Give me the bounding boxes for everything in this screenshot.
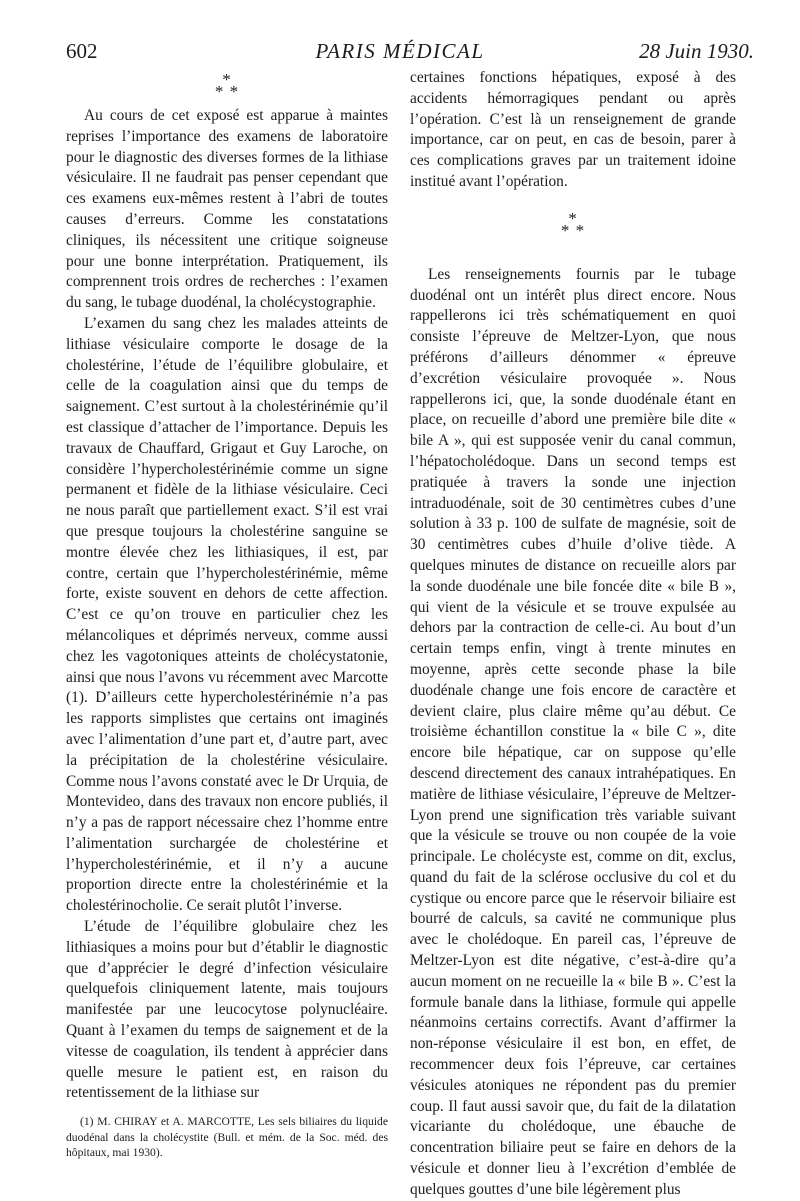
page-number: 602 [66, 39, 98, 63]
paragraph-continuation: certaines fonctions hépatiques, exposé à des accidents hémorragiques pendant ou après l’opération. C’est là un renseignement de grande importance, car on peut, en cas de besoin, parer à ces complications graves par un traitement idoine institué avant l’opération. [410, 69, 736, 190]
paragraph-intro: Au cours de cet exposé est apparue à maintes reprises l’importance des examens de laboratoire pour le diagnostic des diverses formes de la lithiase vésiculaire. Il ne faudrait pas penser cependant que ces examens eux-mêmes restent à l’abri de toutes causes d’erreurs. Comme les constatations cliniques, ils nécessitent une critique soigneuse pour une bonne interprétation. Pratiquement, ils comprennent trois ordres de recherches : l’examen du sang, le tubage duodénal, la cholécystographie. [66, 107, 388, 312]
journal-title: PARIS MÉDICAL [315, 39, 485, 63]
footnote: (1) M. CHIRAY et A. MARCOTTE, Les sels biliaires du liquide duodénal dans la cholécystite (Bull. et mém. de la Soc. méd. des hôpitaux, mai 1930). [66, 1115, 388, 1160]
left-column [66, 68, 388, 1161]
issue-date: 28 Juin 1930. [639, 39, 754, 63]
section-separator [410, 208, 736, 249]
asterism: * * * [560, 208, 586, 240]
paragraph-blood-exam: L’examen du sang chez les malades atteints de lithiase vésiculaire comporte le dosage de la cholestérine, l’étude de l’équilibre globulaire, et celle de la coagulation ainsi que du temps de saignement. C’est surtout à la cholestérinémie qu’il est classique d’attacher de l’importance. Depuis les travaux de Chauffard, Grigaut et Guy Laroche, on considère l’hypercholestérinémie comme un signe permanent et fidèle de la lithiase vésiculaire. Ceci ne nous paraît que partiellement exact. S’il est vrai que presque toujours la cholestérine sanguine se montre élevée chez les lithiasiques, il est, par contre, certain que l’hypercholestérinémie, même forte, existe souvent en dehors de cette affection. C’est ce qu’on trouve en particulier chez les mélancoliques et déprimés nerveux, comme aussi chez les vagotoniques atteints de cholécystatonie, ainsi que nous l’avons vu récemment avec Marcotte (1). D’ailleurs cette hypercholestérinémie n’a pas les rapports simplistes que certains ont imaginés avec l’alimentation d’une part et, d’autre part, avec la précipitation de la cholestérine vésiculaire. Comme nous l’avons constaté avec le Dr Urquia, de Montevideo, dans des travaux non encore publiés, il n’y a pas de rapport nécessaire chez l’homme entre l’alimentation surchargée de cholestérine et l’hypercholestérinémie, et il n’y a aucune proportion directe entre la cholestérinémie et la cholestérinocholie. Ce serait plutôt l’inverse. [66, 314, 388, 915]
paragraph-duodenal-tubage: Les renseignements fournis par le tubage duodénal ont un intérêt plus direct encore. Nous rappellerons ici très schématiquement en quoi consiste l’épreuve de Meltzer-Lyon, que nous préférons d’ailleurs dénommer « épreuve d’excrétion vésiculaire provoquée ». Nous rappellerons ici, que, la sonde duodénale étant en place, on recueille d’abord une première bile dite « bile A », qui est supposée venir du canal commun, l’hépatocholédoque. Dans un second temps est pratiquée à travers la sonde une injection intraduodénale, soit de 30 centimètres cubes d’une solution à 33 p. 100 de sulfate de magnésie, soit de 30 centimètres cubes d’huile d’olive tiède. A quelques minutes de distance on recueille alors par la sonde duodénale une bile foncée dite « bile B », qui vient de la vésicule et se trouve expulsée au dehors par la contraction de celle-ci. Au bout d’un certain temps enfin, vingt à trente minutes en moyenne, après cette seconde phase la bile duodénale change une fois encore de caractère et devient claire, plus claire même qu’au début. Ce troisième échantillon constitue la « bile C », dite encore bile hépatique, car on suppose qu’elle descend directement des canaux intrahépatiques. En matière de lithiase vésiculaire, l’épreuve de Meltzer-Lyon prend une signification très variable suivant que la vésicule se trouve ou non coupée de la voie principale. Le cholécyste est, comme on dit, exclus, quand du fait de la sclérose occlusive du col et du cystique ou encore parce que le réservoir biliaire est bourré de calculs, sa cavité ne communique plus avec le cholédoque. En pareil cas, l’épreuve de Meltzer-Lyon est dite négative, c’est-à-dire qu’a aucun moment on ne recueille la « bile B ». C’est la formule banale dans la lithiase, formule qui appelle néanmoins certains correctifs. Avant d’affirmer la non-réponse vésiculaire il est bon, en effet, de recommencer deux fois l’épreuve, car certaines vésicules atoniques ne répondent pas du premier coup. Il faut aussi savoir que, du fait de la dilatation vicariante du cholédoque, une ébauche de concentration biliaire peut se faire en dehors de la vésicule et donner lieu à l’excrétion d’emblée de quelques gouttes d’une bile légèrement plus [410, 265, 736, 1198]
asterism: * * * [214, 70, 240, 101]
section-separator [66, 68, 388, 106]
paragraph-globular-balance: L’étude de l’équilibre globulaire chez les lithiasiques a moins pour but d’établir le diagnostic que d’apprécier le degré d’infection vésiculaire quelquefois cliniquement latente, mais toujours manifestée par une leucocytose polynucléaire. Quant à l’examen du temps de saignement et de la vitesse de coagulation, ils tendent à apprécier dans quelle mesure le patient est, en raison du retentissement de la lithiase sur [66, 918, 388, 1102]
right-column [410, 68, 736, 1201]
